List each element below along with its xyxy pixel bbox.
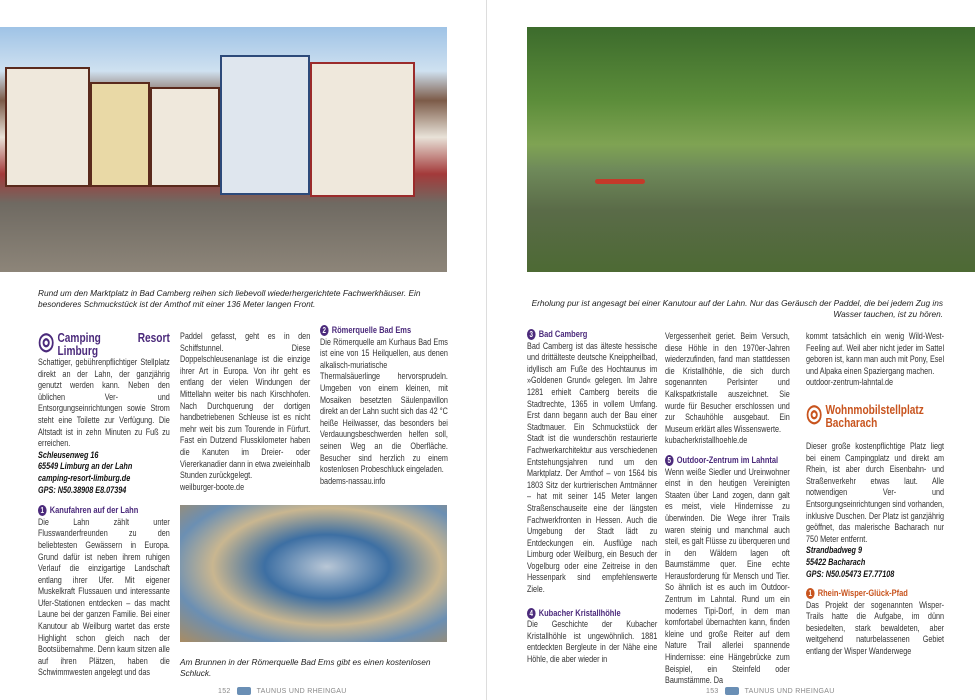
section-name: TAUNUS UND RHEINGAU: [256, 687, 347, 695]
photo-caption: Erholung pur ist angesagt bei einer Kanutour auf der Lahn. Nur das Geräusch der Paddel, die bei jedem Zug ins Wasser tauchen, ist zu hören.: [531, 298, 943, 319]
left-page: [0, 0, 487, 700]
column-3: [806, 331, 944, 658]
section-5-text-cont: kommt tatsächlich ein wenig Wild-West-Feeling auf. Weil aber nicht jeder im Sattel geboren ist, kann man auch mit Pony, Esel und Alpaka einen Spaziergang machen.: [806, 331, 945, 376]
page-footer: [218, 687, 347, 695]
camp-city: 65549 Limburg an der Lahn: [38, 461, 133, 472]
right-page: [488, 0, 975, 700]
number-badge: 5: [665, 455, 674, 466]
section-4-text: Die Geschichte der Kubacher Kristallhöhle ist ungewöhnlich. 1881 entdeckten Bergleute in der Nähe eine Höhle, die aber wieder in: [527, 619, 658, 665]
camper-van-icon: [237, 687, 251, 695]
section-2-heading: 2 Römerquelle Bad Ems: [320, 325, 448, 337]
target-icon: ◎: [806, 399, 823, 427]
section-1-website[interactable]: weilburger-boote.de: [180, 481, 245, 492]
camp-text: Schattiger, gebührenpflichtiger Stellplatz direkt an der Lahn, der ganzjährig genutzt werden kann. Neben den üblichen Ver- und Entsorgungseinrichtungen sowie Strom steht eine Toilette zur Verfügung. Die Altstadt ist in zehn Minuten zu Fuß zu erreichen.: [38, 357, 170, 449]
camp-heading: ◎ Camping Resort Limburg: [38, 328, 170, 358]
fountain-photo: [180, 505, 447, 642]
section-5-text: Wenn weiße Siedler und Ureinwohner einst in den heutigen Vereinigten Staaten über Land zogen, dann galt es meist, viele Hindernisse zu überwinden. Die Wege ihrer Trails waren steinig und manchmal auch steil, es galt Flüsse zu überqueren und in den Wäldern lagen oft Baumstämme quer. Eine echte Herausforderung für Mensch und Tier. So ähnlich ist es auch im Outdoor-Zentrum im Lahntal. Rund um ein modernes Tipi-Dorf, in dem man komfortabel übernachten kann, finden kleine und große Reiter auf dem Nature Trail allerlei spannende Hindernisse: eine Hängebrücke zum Beispiel, ein Steinfeld oder Baumstämme. Da: [665, 466, 790, 686]
section-3-text: Bad Camberg ist das älteste hessische und drittälteste deutsche Kneippheilbad, idyllisch am Fuße des Hochtaunus im »Goldenen Grund« gelegen. Im Jahre 1281 erhielt Camberg bereits die Stadtrechte, 1365 in vollem Umfang. Erst dann begann auch der Bau einer Stadtmauer. Ein Schmuckstück der Stadt ist die wunderschön restaurierte Fachwerkarchitektur aus verschiedenen Entstehungsjahren rund um den Marktplatz. Der Amthof – von 1564 bis 1803 Sitz der kurtrierischen Amtmänner – hat mit seiner 145 Meter langen Straßenschauseite eine der längsten Fachwerkfronten in Hessen. Auch die Umgebung der Stadt lädt zu Entdeckungen ein. Ausflüge nach Limburg oder Weilburg, ein Besuch der Vogelburg oder eine Zeitreise in den Hessenpark sind empfehlenswerte Ziele.: [527, 340, 658, 595]
section-2-website[interactable]: badems-nassau.info: [320, 475, 386, 486]
camp-heading: ◎ Wohnmobilstellplatz Bacharach: [806, 399, 924, 430]
number-badge: 4: [527, 608, 536, 619]
section-2-text: Die Römerquelle am Kurhaus Bad Ems ist eine von 15 Heilquellen, aus denen alkalisch-muriatische Thermalsäuerlinge hervorsprudeln. Umgeben von einem kleinen, mit Mosaiken besetzten Säulenpavillon direkt an der Lahn sucht sich das 42 °C heiße Heilwasser, das besonders bei Verdauungsbeschwerden helfen soll, seinen Weg an die Oberfläche. Besucher sind herzlich zu einem kostenlosen Probeschluck eingeladen.: [320, 336, 448, 475]
camp-street: Schleusenweg 16: [38, 449, 99, 460]
column-1: [38, 328, 170, 679]
column-3: [320, 325, 448, 487]
section-4-heading: 4 Kubacher Kristallhöhle: [527, 608, 657, 620]
number-badge: 1: [806, 588, 815, 599]
fountain-caption: Am Brunnen in der Römerquelle Bad Ems gibt es einen kostenlosen Schluck.: [180, 657, 431, 678]
number-badge: 1: [38, 505, 47, 516]
photo-caption: Rund um den Marktplatz in Bad Camberg reihen sich liebevoll wiederhergerichtete Fachwerkhäuser. Ein besonderes Schmuckstück ist der Amthof mit einer 136 Meter langen Front.: [38, 288, 421, 309]
camp-website[interactable]: camping-resort-limburg.de: [38, 472, 131, 483]
column-2: [180, 331, 310, 493]
column-1: [527, 329, 657, 666]
number-badge: 2: [320, 325, 329, 336]
camp-text: Dieser große kostenpflichtige Platz liegt bei einem Campingplatz und direkt am Rhein, ist aber durch Eisenbahn- und Straßenverkehr etwas laut. Alle notwendigen Ver- und Entsorgungseinrichtungen sind vorhanden, inklusive Duschen. Der Platz ist ganzjährig geöffnet, das malerische Bacharach nur 750 Meter entfernt.: [806, 440, 945, 544]
section-5-website[interactable]: outdoor-zentrum-lahntal.de: [806, 377, 894, 388]
section-4-website[interactable]: kubacherkristallhoehle.de: [665, 435, 748, 446]
page-footer: [706, 687, 835, 695]
marktplatz-photo: [0, 27, 447, 272]
section-3-heading: 3 Bad Camberg: [527, 329, 657, 341]
target-icon: ◎: [38, 328, 55, 355]
rhein-section-1-heading: 1 Rhein-Wisper-Glück-Pfad: [806, 588, 944, 600]
number-badge: 3: [527, 329, 536, 340]
camp-city: 55422 Bacharach: [806, 556, 866, 567]
camper-van-icon: [725, 687, 739, 695]
lahn-canoe-photo: [527, 27, 975, 272]
section-1-text-cont: Paddel gefasst, geht es in den Schiffstunnel. Diese Doppelschleusenanlage ist die einzige ihrer Art in Europa. Von ihr geht es entlang der vielen Windungen der Mittellahn weiter bis nach Kirschhofen. Nach Durchquerung der dortigen handbetriebenen Schleuse ist es nicht mehr weit bis zum Tourende in Fürfurt. Fast ein Dutzend Flusskilometer haben die Kanuten im Dreier- oder Viererkanadier dann in etwa zweieinhalb Stunden zurückgelegt.: [180, 331, 311, 481]
camp-gps: GPS: N50.05473 E7.77108: [806, 568, 895, 579]
camp-street: Strandbadweg 9: [806, 545, 863, 556]
section-5-heading: 5 Outdoor-Zentrum im Lahntal: [665, 455, 790, 467]
page-number: 152: [218, 687, 231, 695]
page-number: 153: [706, 687, 719, 695]
camp-gps: GPS: N50.38908 E8.07394: [38, 484, 127, 495]
rhein-section-1-text: Das Projekt der sogenannten Wisper-Trails hatte die Aufgabe, im dünn besiedelten, stark bewaldeten, aber weitgehend naturbelassenen Gebiet entlang der Wisper Wanderwege: [806, 599, 945, 657]
section-4-text-cont: Vergessenheit geriet. Beim Versuch, diese Höhle in den 1970er-Jahren wiederzufinden, fand man stattdessen die Kristallhöhle, die sich durch sogenannten Perlsinter und Kalkspatkristalle auszeichnet. Sie wurde für Besucher erschlossen und zur Schauhöhle ausgebaut. Ein Museum erklärt alles Wissenswerte.: [665, 331, 790, 434]
section-name: TAUNUS UND RHEINGAU: [744, 687, 835, 695]
section-1-heading: 1 Kanufahren auf der Lahn: [38, 505, 170, 517]
column-2: [665, 331, 790, 687]
section-1-text: Die Lahn zählt unter Flusswanderfreunden zu den beliebtesten Gewässern in Europa. Grund dafür ist neben ihrem ruhigen Verlauf die einzigartige Landschaft entlang ihrer Ufer. Mit eigener Muskelkraft Flussauen und interessante Ufer-Stationen entdecken – das macht Laune bei der ganzen Familie. Bei einer Kanutour ab Weilburg wartet das erste Highlight schon gleich nach der Bootsübernahme. Denn kaum sitzen alle auf ihren Plätzen, haben die Schwimmwesten angelegt und das: [38, 516, 170, 678]
